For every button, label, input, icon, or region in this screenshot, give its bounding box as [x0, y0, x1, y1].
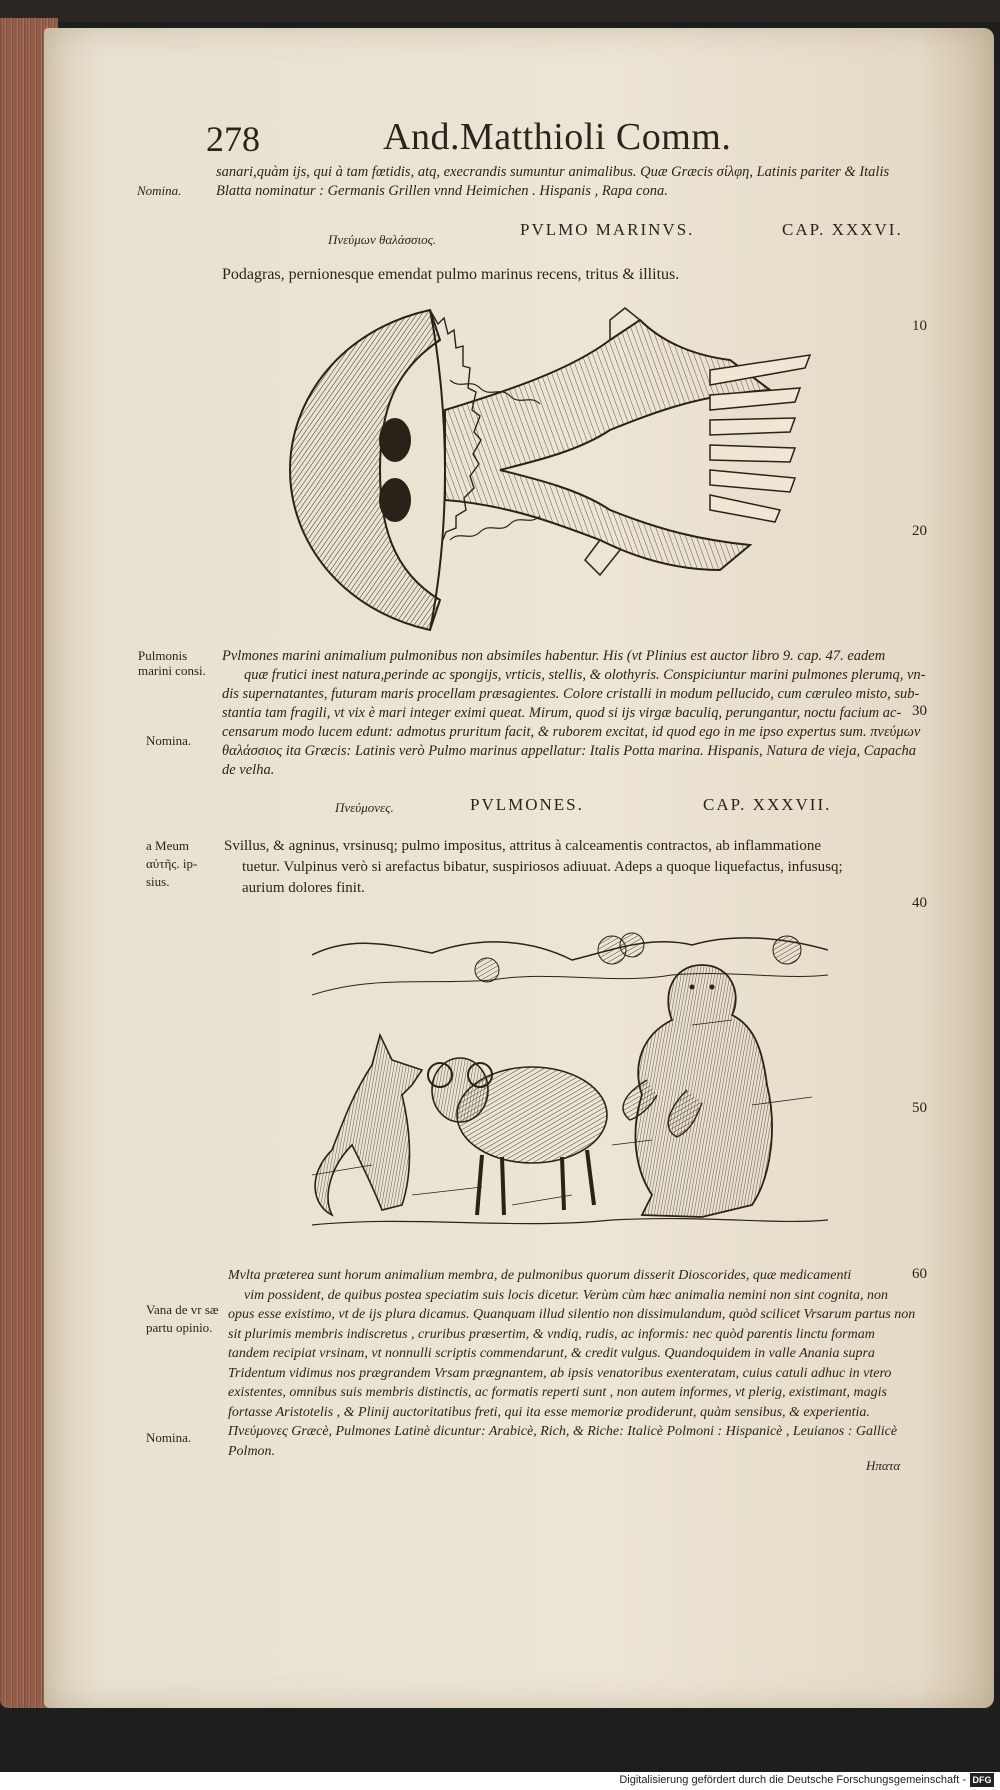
- text-line: Svillus, & agninus, vrsinusq; pulmo impositus, attritus à calceamentis contractos, ab inflammatione: [224, 838, 821, 854]
- text-line: opus esse existimo, vt de ijs plura dicamus. Quanquam illud silentio non dissimulandum, quòd scilicet Vrsarum partus non: [228, 1307, 916, 1322]
- text-line: θαλάσσιος ita Græcis: Latinis verò Pulmo marinus appellatur: Italis Potta marina. Hispanis, Natura de vieja, Capacha: [222, 743, 917, 759]
- chapter36-greek-title: Πνεύμων θαλάσσιος.: [328, 232, 437, 247]
- commentary37-block: [228, 1266, 928, 1461]
- text-line: existentes, omnibus suis membris distinctis, ac formatis reperti sunt , non autem informes, vt plerig, existimant, magis: [228, 1385, 887, 1400]
- line-number: 40: [912, 895, 927, 911]
- catchword: Ηπατα: [866, 1458, 901, 1473]
- margin-label-pulmonis: Pulmonis marini consi.: [138, 648, 206, 678]
- text-line: sanari,quàm ijs, qui à tam fœtidis, atq, execrandis sumuntur animalibus. Quæ Græcis σίλφη, Latinis pariter & Italis: [216, 164, 890, 180]
- text-line: Mvlta præterea sunt horum animalium membra, de pulmonibus quorum disserit Dioscorides, quæ medicamenti: [228, 1268, 852, 1283]
- running-title: And.Matthioli Comm.: [383, 116, 732, 158]
- margin-label-nomina-top: Nomina.: [137, 183, 182, 198]
- margin-label-ipsius: αὐτῆς. ip-: [146, 856, 198, 871]
- margin-label-nomina-37: Nomina.: [146, 1430, 192, 1445]
- text-line: de velha.: [222, 762, 275, 778]
- text-line: sit plurimis membris indiscretus , cruribus præsertim, & vndiq, rudis, ac informis: nec quòd parentis linctu formam: [228, 1326, 875, 1342]
- chapter37-title: PVLMONES.: [470, 795, 584, 814]
- margin-label-vana: Vana de vr sæ: [146, 1302, 219, 1317]
- jellyfish-woodcut-icon: [280, 300, 850, 640]
- text-line: tuetur. Vulpinus verò si arefactus bibatur, suspiriosos adiuuat. Adeps a quoque liquefactus, infususq;: [242, 859, 843, 875]
- footer-credit: Digitalisierung gefördert durch die Deutsche Forschungsgemeinschaft -: [619, 1774, 966, 1786]
- commentary36-block: [222, 647, 926, 780]
- line-number: 50: [912, 1100, 927, 1116]
- text-line: tandem recipiat vrsinam, vt nonnulli scriptis commendarunt, & credit vulgus. Quandoquidem in valle Anania supra: [228, 1346, 875, 1361]
- chapter36-intro: Podagras, pernionesque emendat pulmo marinus recens, tritus & illitus.: [222, 266, 680, 283]
- text-line: vim possident, de quibus postea speciatim suis locis dicetur. Verùm cùm hæc animalia nemini non sint cognita, non: [244, 1287, 888, 1303]
- text-line: aurium dolores finit.: [242, 880, 365, 896]
- text-line: quæ frutici inest natura,perinde ac spongijs, vrticis, stellis, & olothyris. Conspiciuntur marini pulmones plerumq, vn-: [244, 667, 926, 683]
- chapter37-text: [224, 836, 924, 899]
- scan-top-border: [0, 0, 1000, 22]
- chapter37-cap: CAP. XXXVII.: [703, 795, 832, 814]
- chapter36-title: PVLMO MARINVS.: [520, 220, 695, 239]
- footer-strip: [0, 1772, 1000, 1790]
- text-line: dis supernatantes, futuram maris procellam præsagientes. Colore cristalli in modum pellucido, cum cæruleo misto, sub-: [222, 686, 920, 702]
- text-line: Πνεύμονες Græcè, Pulmones Latinè dicuntur: Arabicè, Rich, & Riche: Italicè Polmoni : Hispanicè , Leuianos : Gallicè: [228, 1424, 898, 1439]
- text-line: Polmon.: [228, 1443, 276, 1459]
- chapter37-greek-title: Πνεύμονες.: [335, 800, 394, 815]
- text-line: stantia tam fragili, vt vix è mari integer eximi queat. Mirum, quod si ijs virgæ baculiq, perungantur, noctu facium ac-: [222, 705, 902, 721]
- dfg-logo: DFG: [970, 1773, 994, 1787]
- fox-sheep-bear-woodcut-icon: [312, 925, 828, 1240]
- text-line: fortasse Aristotelis , & Plinij auctoritatibus freti, qui ita esse memoriæ prodiderunt, quàm sensibus, & experientia.: [228, 1404, 870, 1420]
- line-number: 10: [912, 318, 927, 334]
- line-number: 60: [912, 1266, 927, 1282]
- margin-label-partu: partu opinio.: [146, 1320, 213, 1335]
- text-line: censarum modo lucem edunt: admotus pruritum facit, & ruborem excitat, id quod ego in me ipso expertus sum. πνεύμων: [222, 724, 921, 740]
- margin-label-nomina-36: Nomina.: [146, 733, 192, 748]
- top-text-block: [216, 163, 916, 201]
- page-number: 278: [206, 119, 260, 159]
- line-number: 20: [912, 523, 927, 539]
- margin-label-meum: a Meum: [146, 838, 189, 853]
- line-number: 30: [912, 703, 927, 719]
- text-line: Tridentum vidimus nos prægrandem Vrsam prægnantem, ab ipsis venatoribus exenteratam, cuius catuli adhuc in vtero: [228, 1365, 892, 1381]
- margin-label-sius: sius.: [146, 874, 170, 889]
- chapter36-cap: CAP. XXXVI.: [782, 220, 903, 239]
- text-line: Pvlmones marini animalium pulmonibus non absimiles habentur. His (vt Plinius est auctor libro 9. cap. 47. eadem: [222, 648, 886, 664]
- text-line: Blatta nominatur : Germanis Grillen vnnd Heimichen . Hispanis , Rapa cona.: [216, 183, 668, 199]
